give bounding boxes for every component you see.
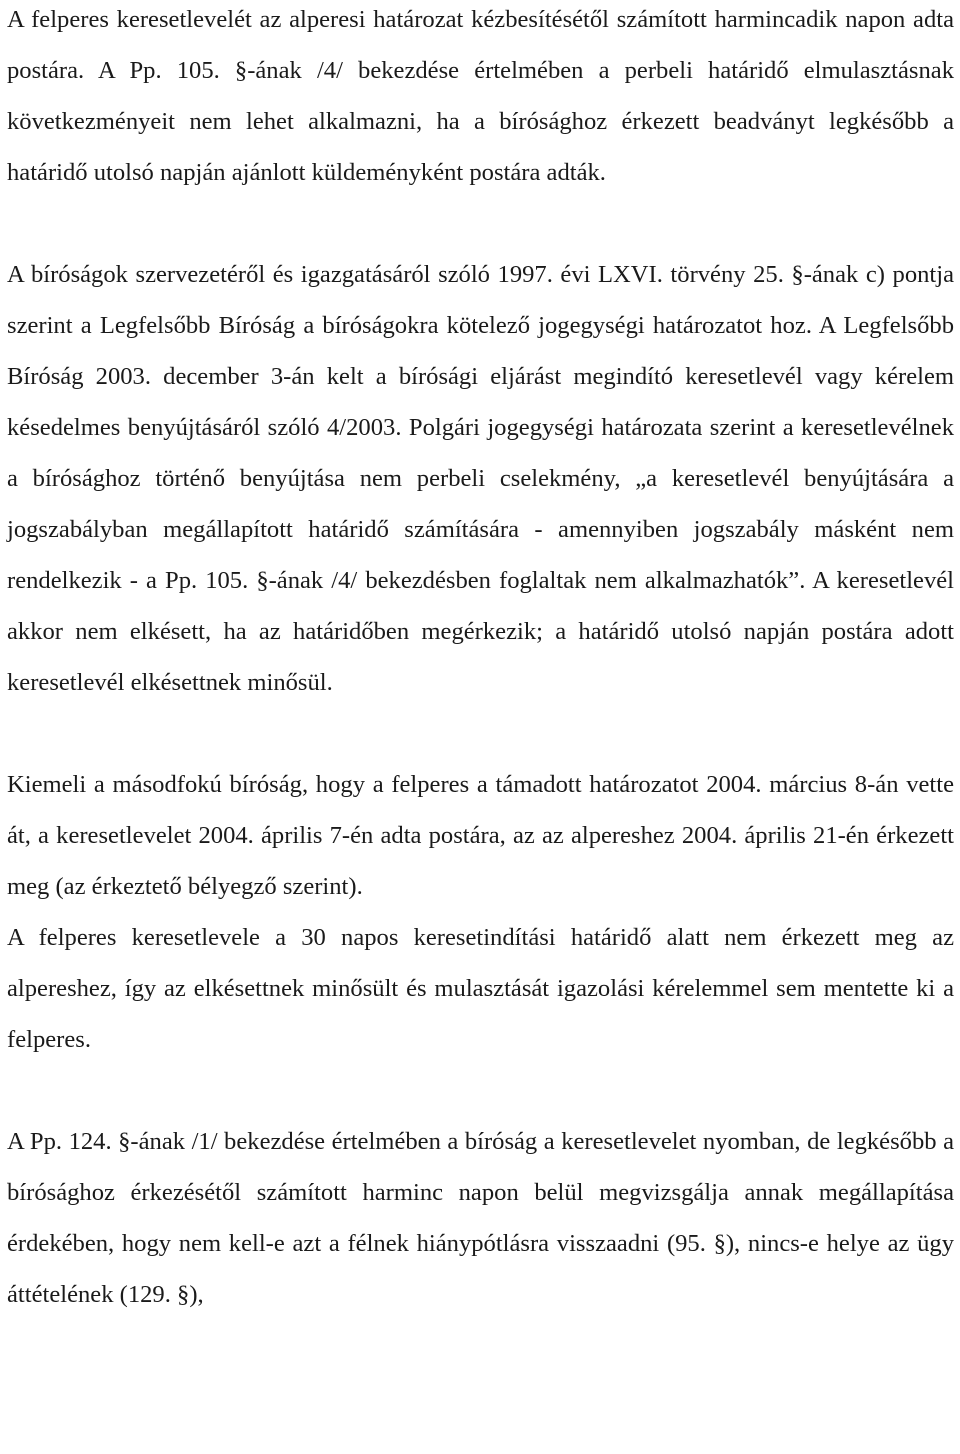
paragraph-pp-124: A Pp. 124. §-ának /1/ bekezdése értelmében a bíróság a keresetlevelet nyomban, de legkésőbb a bírósághoz érkezésétől számított harminc napon belül megvizsgálja annak megállapítása érdekében, hogy nem kell-e azt a félnek hiánypótlásra visszaadni (95. §), nincs-e helye az ügy áttételének (129. §), [7, 1128, 954, 1308]
paragraph-uniformity-decision: A bíróságok szervezetéről és igazgatásáról szóló 1997. évi LXVI. törvény 25. §-ának c) pontja szerint a Legfelsőbb Bíróság a bíróságokra kötelező jogegységi határozatot hoz. A Legfelsőbb Bíróság 2003. december 3-án kelt a bírósági eljárást megindító keresetlevél vagy kérelem késedelmes benyújtásáról szóló 4/2003. Polgári jogegységi határozata szerint a keresetlevélnek a bírósághoz történő benyújtása nem perbeli cselekmény, „a keresetlevél benyújtására a jogszabályban megállapított határidő számítására - amennyiben jogszabály másként nem rendelkezik - a Pp. 105. §-ának /4/ bekezdésben foglaltak nem alkalmazhatók”. A keresetlevél akkor nem elkésett, ha az határidőben megérkezik; a határidő utolsó napján postára adott keresetlevél elkésettnek minősül. [7, 261, 954, 696]
paragraph-filing-deadline: A felperes keresetlevelét az alperesi határozat kézbesítésétől számított harmincadik napon adta postára. A Pp. 105. §-ának /4/ bekezdése értelmében a perbeli határidő elmulasztásnak következményeit nem lehet alkalmazni, ha a bírósághoz érkezett beadványt legkésőbb a határidő utolsó napján ajánlott küldeményként postára adták. [7, 6, 954, 186]
paragraph-spacer [7, 198, 954, 249]
paragraph-spacer [7, 1065, 954, 1116]
paragraph-late-filing: A felperes keresetlevele a 30 napos keresetindítási határidő alatt nem érkezett meg az alpereshez, így az elkésettnek minősült és mulasztását igazolási kérelemmel sem mentette ki a felperes. [7, 924, 954, 1053]
paragraph-spacer [7, 708, 954, 759]
paragraph-second-instance-dates: Kiemeli a másodfokú bíróság, hogy a felperes a támadott határozatot 2004. március 8-án vette át, a keresetlevelet 2004. április 7-én adta postára, az az alpereshez 2004. április 21-én érkezett meg (az érkeztető bélyegző szerint). [7, 771, 954, 900]
